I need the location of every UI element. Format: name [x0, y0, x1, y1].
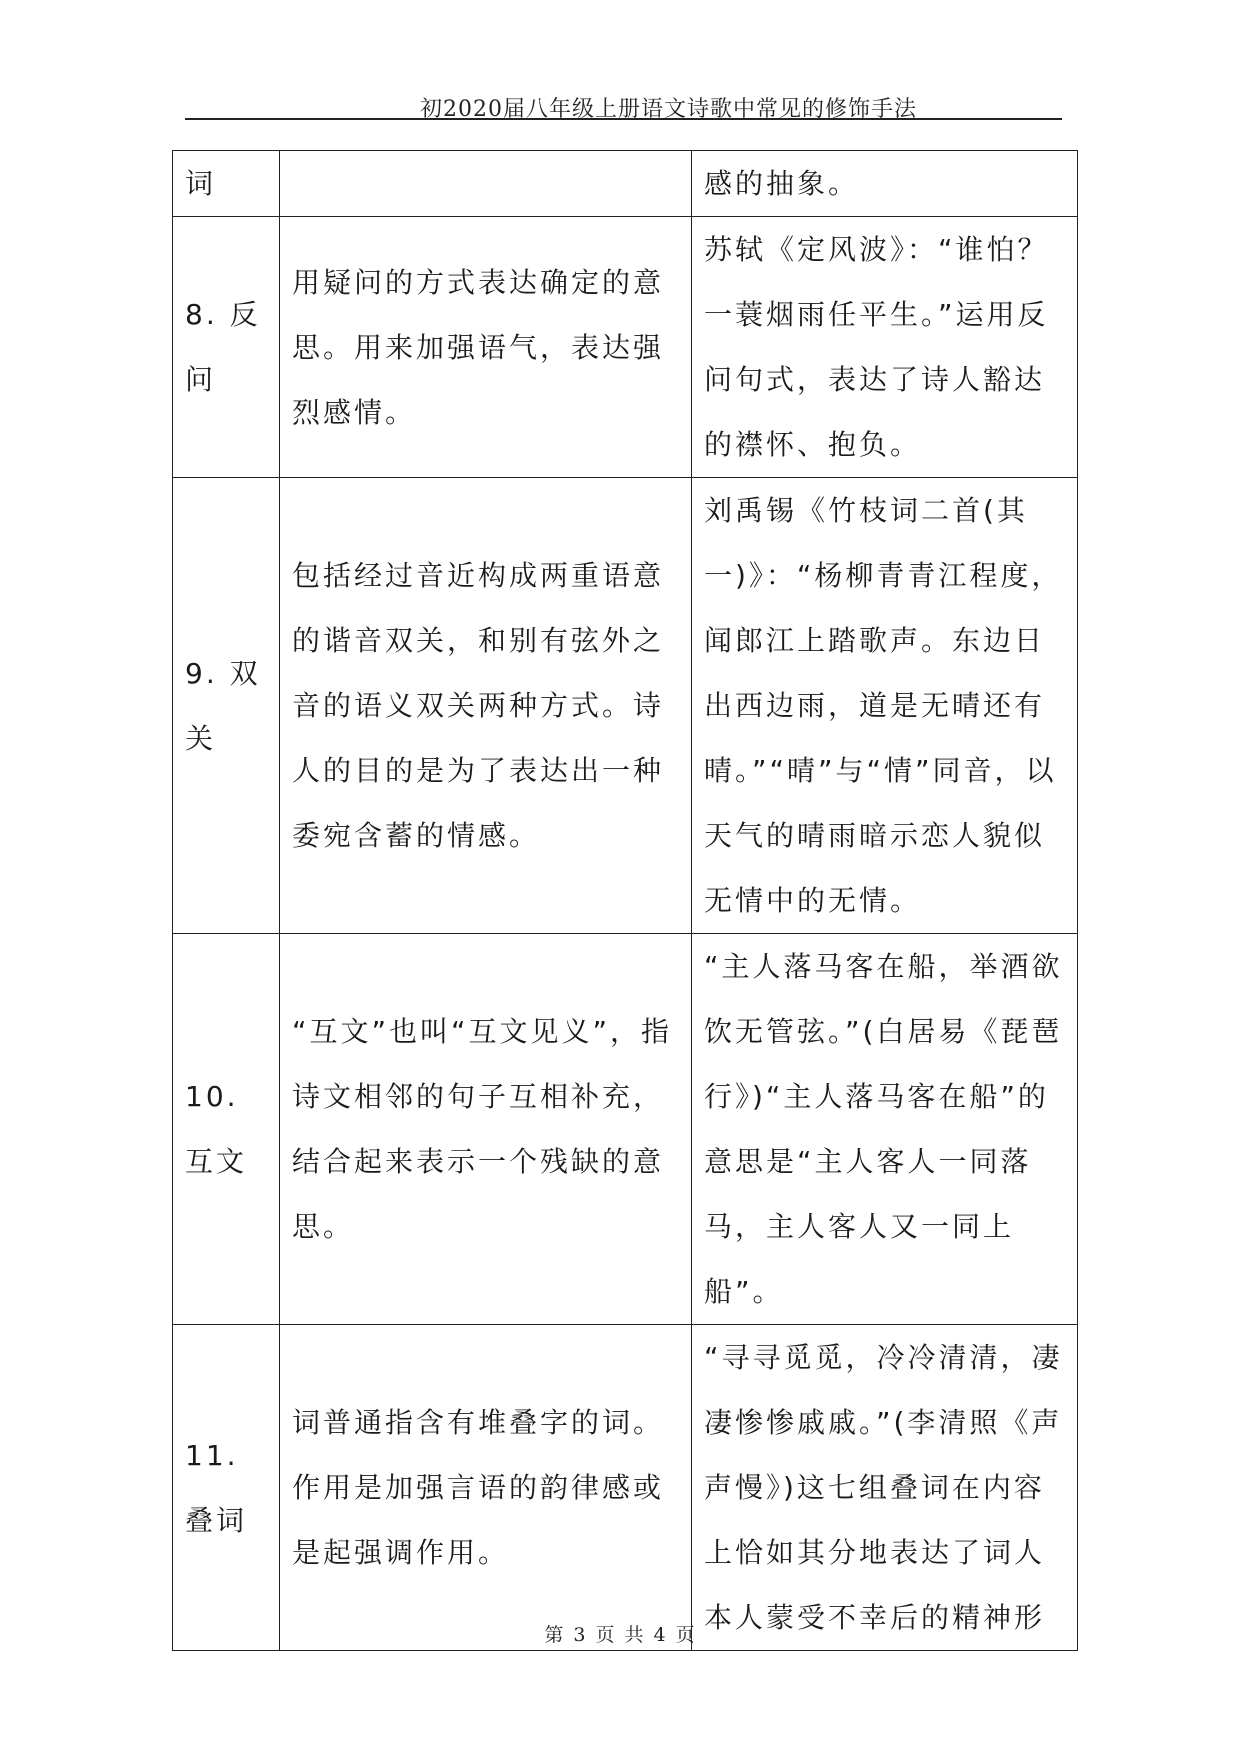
device-name-cell: 10. 互文	[173, 934, 280, 1325]
table-row	[173, 217, 1078, 478]
example-cell: “主人落马客在船，举酒欲饮无管弦。”(白居易《琵琶行》)“主人落马客在船”的意思是“主人客人一同落马，主人客人又一同上船”。	[692, 934, 1078, 1325]
device-name-cell: 11. 叠词	[173, 1325, 280, 1651]
header-divider	[185, 118, 1062, 120]
table-row	[173, 151, 1078, 217]
example-cell: “寻寻觅觅，冷冷清清，凄凄惨惨戚戚。”(李清照《声声慢》)这七组叠词在内容上恰如其分地表达了词人本人蒙受不幸后的精神形	[692, 1325, 1078, 1651]
definition-cell: “互文”也叫“互文见义”，指诗文相邻的句子互相补充，结合起来表示一个残缺的意思。	[280, 934, 692, 1325]
table-row	[173, 1325, 1078, 1651]
device-name-cell: 8. 反问	[173, 217, 280, 478]
table-row	[173, 478, 1078, 934]
table-row	[173, 934, 1078, 1325]
example-cell: 苏轼《定风波》：“谁怕？一蓑烟雨任平生。”运用反问句式，表达了诗人豁达的襟怀、抱负。	[692, 217, 1078, 478]
page-header-title: 初2020届八年级上册语文诗歌中常见的修饰手法	[420, 97, 917, 122]
device-name-cell: 9. 双关	[173, 478, 280, 934]
definition-cell: 词普通指含有堆叠字的词。作用是加强言语的韵律感或是起强调作用。	[280, 1325, 692, 1651]
definition-cell: 用疑问的方式表达确定的意思。用来加强语气，表达强烈感情。	[280, 217, 692, 478]
definition-cell	[280, 151, 692, 217]
page-footer: 第 3 页 共 4 页	[544, 1624, 697, 1646]
device-name-cell: 词	[173, 151, 280, 217]
example-cell: 刘禹锡《竹枝词二首(其一)》：“杨柳青青江程度，闻郎江上踏歌声。东边日出西边雨，道是无晴还有晴。”“晴”与“情”同音，以天气的晴雨暗示恋人貌似无情中的无情。	[692, 478, 1078, 934]
definition-cell: 包括经过音近构成两重语意的谐音双关，和别有弦外之音的语义双关两种方式。诗人的目的是为了表达出一种委宛含蓄的情感。	[280, 478, 692, 934]
example-cell: 感的抽象。	[692, 151, 1078, 217]
rhetoric-table	[172, 150, 1078, 1651]
